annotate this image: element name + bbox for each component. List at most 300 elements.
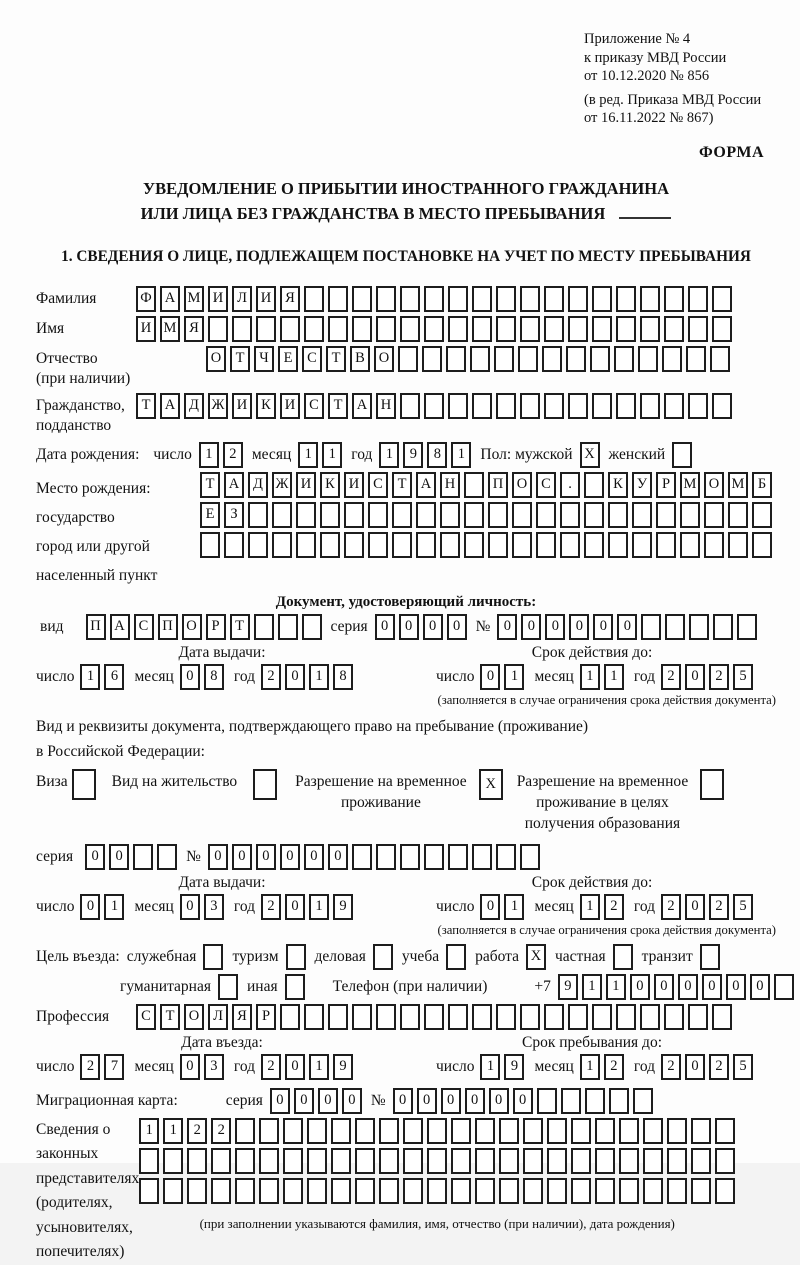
given-name-cell[interactable] bbox=[712, 316, 732, 342]
legal-reps-cell[interactable] bbox=[331, 1118, 351, 1144]
doc-number-cell[interactable]: 0 bbox=[569, 614, 589, 640]
legal-reps-cell[interactable] bbox=[451, 1148, 471, 1174]
citizenship-cell[interactable]: Д bbox=[184, 393, 204, 419]
doc-number-cell[interactable]: 0 bbox=[617, 614, 637, 640]
expiry-day-cell[interactable]: 0 bbox=[480, 894, 500, 920]
doc-number-cell[interactable]: 0 bbox=[593, 614, 613, 640]
issue-day-cell[interactable]: 0 bbox=[80, 894, 100, 920]
birth-place-cell[interactable] bbox=[656, 532, 676, 558]
expiry-year-cell[interactable]: 5 bbox=[733, 894, 753, 920]
profession-cell[interactable] bbox=[520, 1004, 540, 1030]
birth-place-cell[interactable] bbox=[728, 502, 748, 528]
citizenship-cell[interactable]: И bbox=[232, 393, 252, 419]
patronymic-cell[interactable] bbox=[590, 346, 610, 372]
legal-reps-cell[interactable] bbox=[619, 1148, 639, 1174]
migration-number-cell[interactable]: 0 bbox=[513, 1088, 533, 1114]
legal-reps-cell[interactable] bbox=[211, 1178, 231, 1204]
given-name-cell[interactable] bbox=[592, 316, 612, 342]
birth-place-cell[interactable] bbox=[248, 502, 268, 528]
birth-place-cell[interactable]: П bbox=[488, 472, 508, 498]
legal-reps-cell[interactable] bbox=[211, 1148, 231, 1174]
residence-series-cell[interactable]: 0 bbox=[85, 844, 105, 870]
given-name-cell[interactable] bbox=[520, 316, 540, 342]
legal-reps-cell[interactable] bbox=[259, 1118, 279, 1144]
legal-reps-cell[interactable] bbox=[403, 1178, 423, 1204]
citizenship-cell[interactable]: Н bbox=[376, 393, 396, 419]
doc-series-cell[interactable]: 0 bbox=[375, 614, 395, 640]
birth-place-cell[interactable] bbox=[632, 502, 652, 528]
patronymic-cell[interactable] bbox=[494, 346, 514, 372]
issue-day-cell[interactable]: 1 bbox=[104, 894, 124, 920]
residence-series-cell[interactable] bbox=[157, 844, 177, 870]
purpose-box[interactable] bbox=[218, 974, 238, 1000]
profession-cell[interactable] bbox=[544, 1004, 564, 1030]
citizenship-cell[interactable] bbox=[496, 393, 516, 419]
purpose-box[interactable] bbox=[286, 944, 306, 970]
doc-series-cell[interactable]: 0 bbox=[447, 614, 467, 640]
citizenship-cell[interactable] bbox=[448, 393, 468, 419]
birth-place-cell[interactable]: Д bbox=[248, 472, 268, 498]
citizenship-cell[interactable]: А bbox=[352, 393, 372, 419]
citizenship-cell[interactable] bbox=[472, 393, 492, 419]
birth-place-cell[interactable] bbox=[296, 502, 316, 528]
legal-reps-cell[interactable] bbox=[667, 1178, 687, 1204]
surname-cell[interactable]: Я bbox=[280, 286, 300, 312]
birth-place-cell[interactable]: Н bbox=[440, 472, 460, 498]
surname-cell[interactable]: Л bbox=[232, 286, 252, 312]
patronymic-cell[interactable] bbox=[638, 346, 658, 372]
issue-month-cell[interactable]: 0 bbox=[180, 894, 200, 920]
phone-digit-cell[interactable]: 0 bbox=[630, 974, 650, 1000]
legal-reps-cell[interactable] bbox=[619, 1118, 639, 1144]
legal-reps-cell[interactable] bbox=[715, 1178, 735, 1204]
legal-reps-cell[interactable] bbox=[619, 1178, 639, 1204]
surname-cell[interactable] bbox=[472, 286, 492, 312]
citizenship-cell[interactable]: Т bbox=[136, 393, 156, 419]
legal-reps-cell[interactable] bbox=[283, 1178, 303, 1204]
patronymic-cell[interactable] bbox=[542, 346, 562, 372]
issue-month-cell[interactable]: 8 bbox=[204, 664, 224, 690]
birth-place-cell[interactable] bbox=[392, 532, 412, 558]
given-name-cell[interactable] bbox=[232, 316, 252, 342]
surname-cell[interactable]: И bbox=[256, 286, 276, 312]
patronymic-cell[interactable] bbox=[686, 346, 706, 372]
profession-cell[interactable] bbox=[640, 1004, 660, 1030]
doc-kind-cell[interactable]: П bbox=[158, 614, 178, 640]
legal-reps-cell[interactable] bbox=[427, 1148, 447, 1174]
migration-number-cell[interactable] bbox=[537, 1088, 557, 1114]
patronymic-cell[interactable] bbox=[662, 346, 682, 372]
purpose-box[interactable] bbox=[700, 944, 720, 970]
legal-reps-cell[interactable] bbox=[403, 1148, 423, 1174]
surname-cell[interactable] bbox=[520, 286, 540, 312]
birth-place-cell[interactable] bbox=[272, 502, 292, 528]
legal-reps-cell[interactable] bbox=[163, 1178, 183, 1204]
birth-place-cell[interactable]: Ж bbox=[272, 472, 292, 498]
doc-kind-cell[interactable]: Р bbox=[206, 614, 226, 640]
stay-day-cell[interactable]: 9 bbox=[504, 1054, 524, 1080]
legal-reps-cell[interactable] bbox=[475, 1118, 495, 1144]
surname-cell[interactable] bbox=[688, 286, 708, 312]
expiry-month-cell[interactable]: 2 bbox=[604, 894, 624, 920]
expiry-month-cell[interactable]: 1 bbox=[580, 664, 600, 690]
legal-reps-cell[interactable] bbox=[523, 1148, 543, 1174]
given-name-cell[interactable] bbox=[616, 316, 636, 342]
birth-place-cell[interactable] bbox=[512, 502, 532, 528]
issue-year-cell[interactable]: 0 bbox=[285, 664, 305, 690]
citizenship-cell[interactable] bbox=[640, 393, 660, 419]
expiry-year-cell[interactable]: 2 bbox=[661, 894, 681, 920]
legal-reps-cell[interactable] bbox=[499, 1148, 519, 1174]
given-name-cell[interactable] bbox=[376, 316, 396, 342]
birth-place-cell[interactable]: А bbox=[224, 472, 244, 498]
stay-year-cell[interactable]: 2 bbox=[661, 1054, 681, 1080]
profession-cell[interactable] bbox=[352, 1004, 372, 1030]
given-name-cell[interactable]: И bbox=[136, 316, 156, 342]
legal-reps-cell[interactable] bbox=[379, 1148, 399, 1174]
issue-year-cell[interactable]: 2 bbox=[261, 894, 281, 920]
legal-reps-cell[interactable] bbox=[307, 1178, 327, 1204]
birth-place-cell[interactable] bbox=[224, 532, 244, 558]
legal-reps-cell[interactable] bbox=[355, 1178, 375, 1204]
given-name-cell[interactable] bbox=[688, 316, 708, 342]
phone-digit-cell[interactable]: 9 bbox=[558, 974, 578, 1000]
phone-digit-cell[interactable]: 0 bbox=[750, 974, 770, 1000]
legal-reps-cell[interactable] bbox=[571, 1178, 591, 1204]
doc-kind-cell[interactable]: С bbox=[134, 614, 154, 640]
surname-cell[interactable] bbox=[712, 286, 732, 312]
birth-place-cell[interactable]: И bbox=[296, 472, 316, 498]
birth-place-cell[interactable] bbox=[464, 532, 484, 558]
profession-cell[interactable] bbox=[664, 1004, 684, 1030]
birth-place-cell[interactable] bbox=[344, 502, 364, 528]
citizenship-cell[interactable] bbox=[616, 393, 636, 419]
given-name-cell[interactable]: М bbox=[160, 316, 180, 342]
surname-cell[interactable]: И bbox=[208, 286, 228, 312]
phone-digit-cell[interactable]: 1 bbox=[606, 974, 626, 1000]
doc-number-cell[interactable] bbox=[689, 614, 709, 640]
residence-number-cell[interactable] bbox=[496, 844, 516, 870]
visa-box[interactable] bbox=[72, 769, 96, 800]
residence-number-cell[interactable] bbox=[424, 844, 444, 870]
citizenship-cell[interactable]: Ж bbox=[208, 393, 228, 419]
issue-month-cell[interactable]: 3 bbox=[204, 894, 224, 920]
legal-reps-cell[interactable] bbox=[595, 1178, 615, 1204]
birth-place-cell[interactable]: И bbox=[344, 472, 364, 498]
residence-number-cell[interactable] bbox=[400, 844, 420, 870]
residence-number-cell[interactable]: 0 bbox=[304, 844, 324, 870]
birth-place-cell[interactable]: Р bbox=[656, 472, 676, 498]
birth-place-cell[interactable] bbox=[608, 502, 628, 528]
legal-reps-cell[interactable] bbox=[571, 1148, 591, 1174]
legal-reps-cell[interactable] bbox=[571, 1118, 591, 1144]
legal-reps-cell[interactable] bbox=[427, 1118, 447, 1144]
legal-reps-cell[interactable] bbox=[139, 1178, 159, 1204]
migration-series-cell[interactable]: 0 bbox=[294, 1088, 314, 1114]
birth-place-cell[interactable] bbox=[344, 532, 364, 558]
legal-reps-cell[interactable] bbox=[187, 1148, 207, 1174]
temp-permit-box[interactable]: X bbox=[479, 769, 503, 800]
birth-place-cell[interactable]: М bbox=[680, 472, 700, 498]
surname-cell[interactable]: М bbox=[184, 286, 204, 312]
profession-cell[interactable] bbox=[496, 1004, 516, 1030]
legal-reps-cell[interactable] bbox=[187, 1178, 207, 1204]
birth-place-cell[interactable] bbox=[440, 532, 460, 558]
birth-place-cell[interactable]: О bbox=[512, 472, 532, 498]
birth-place-cell[interactable] bbox=[368, 502, 388, 528]
patronymic-cell[interactable]: О bbox=[206, 346, 226, 372]
issue-year-cell[interactable]: 8 bbox=[333, 664, 353, 690]
given-name-cell[interactable] bbox=[640, 316, 660, 342]
birth-place-cell[interactable] bbox=[200, 532, 220, 558]
birth-year-cell[interactable]: 1 bbox=[451, 442, 471, 468]
citizenship-cell[interactable] bbox=[592, 393, 612, 419]
legal-reps-cell[interactable] bbox=[523, 1118, 543, 1144]
stay-month-cell[interactable]: 2 bbox=[604, 1054, 624, 1080]
issue-month-cell[interactable]: 0 bbox=[180, 664, 200, 690]
purpose-box[interactable] bbox=[203, 944, 223, 970]
legal-reps-cell[interactable]: 1 bbox=[139, 1118, 159, 1144]
legal-reps-cell[interactable] bbox=[547, 1178, 567, 1204]
legal-reps-cell[interactable] bbox=[283, 1118, 303, 1144]
birth-place-cell[interactable] bbox=[752, 502, 772, 528]
birth-place-cell[interactable]: О bbox=[704, 472, 724, 498]
birth-place-cell[interactable] bbox=[584, 532, 604, 558]
patronymic-cell[interactable] bbox=[518, 346, 538, 372]
surname-cell[interactable] bbox=[568, 286, 588, 312]
legal-reps-cell[interactable] bbox=[475, 1148, 495, 1174]
entry-year-cell[interactable]: 9 bbox=[333, 1054, 353, 1080]
given-name-cell[interactable] bbox=[568, 316, 588, 342]
doc-kind-cell[interactable] bbox=[302, 614, 322, 640]
birth-month-cell[interactable]: 1 bbox=[322, 442, 342, 468]
surname-cell[interactable]: Ф bbox=[136, 286, 156, 312]
birth-place-cell[interactable] bbox=[248, 532, 268, 558]
given-name-cell[interactable] bbox=[400, 316, 420, 342]
birth-place-cell[interactable] bbox=[704, 532, 724, 558]
given-name-cell[interactable] bbox=[472, 316, 492, 342]
birth-place-cell[interactable] bbox=[296, 532, 316, 558]
surname-cell[interactable] bbox=[496, 286, 516, 312]
surname-cell[interactable] bbox=[616, 286, 636, 312]
birth-place-cell[interactable] bbox=[656, 502, 676, 528]
birth-place-cell[interactable]: У bbox=[632, 472, 652, 498]
birth-place-cell[interactable] bbox=[584, 472, 604, 498]
purpose-box[interactable] bbox=[613, 944, 633, 970]
expiry-month-cell[interactable]: 1 bbox=[580, 894, 600, 920]
patronymic-cell[interactable] bbox=[710, 346, 730, 372]
birth-place-cell[interactable] bbox=[560, 502, 580, 528]
legal-reps-cell[interactable] bbox=[451, 1118, 471, 1144]
patronymic-cell[interactable] bbox=[566, 346, 586, 372]
legal-reps-cell[interactable] bbox=[283, 1148, 303, 1174]
patronymic-cell[interactable]: Т bbox=[326, 346, 346, 372]
birth-place-cell[interactable] bbox=[512, 532, 532, 558]
profession-cell[interactable] bbox=[424, 1004, 444, 1030]
expiry-year-cell[interactable]: 0 bbox=[685, 664, 705, 690]
birth-place-cell[interactable]: М bbox=[728, 472, 748, 498]
birth-place-cell[interactable] bbox=[680, 532, 700, 558]
legal-reps-cell[interactable] bbox=[355, 1118, 375, 1144]
legal-reps-cell[interactable] bbox=[643, 1178, 663, 1204]
citizenship-cell[interactable]: И bbox=[280, 393, 300, 419]
birth-place-cell[interactable]: Т bbox=[200, 472, 220, 498]
patronymic-cell[interactable]: О bbox=[374, 346, 394, 372]
phone-digit-cell[interactable]: 0 bbox=[654, 974, 674, 1000]
issue-year-cell[interactable]: 0 bbox=[285, 894, 305, 920]
residence-number-cell[interactable] bbox=[376, 844, 396, 870]
phone-digit-cell[interactable]: 0 bbox=[702, 974, 722, 1000]
stay-year-cell[interactable]: 5 bbox=[733, 1054, 753, 1080]
given-name-cell[interactable] bbox=[448, 316, 468, 342]
legal-reps-cell[interactable] bbox=[691, 1178, 711, 1204]
given-name-cell[interactable] bbox=[256, 316, 276, 342]
migration-number-cell[interactable] bbox=[585, 1088, 605, 1114]
residence-series-cell[interactable] bbox=[133, 844, 153, 870]
migration-number-cell[interactable]: 0 bbox=[417, 1088, 437, 1114]
birth-year-cell[interactable]: 1 bbox=[379, 442, 399, 468]
given-name-cell[interactable] bbox=[280, 316, 300, 342]
expiry-day-cell[interactable]: 1 bbox=[504, 664, 524, 690]
legal-reps-cell[interactable] bbox=[643, 1118, 663, 1144]
birth-place-cell[interactable] bbox=[488, 502, 508, 528]
entry-year-cell[interactable]: 2 bbox=[261, 1054, 281, 1080]
residence-permit-box[interactable] bbox=[253, 769, 277, 800]
citizenship-cell[interactable] bbox=[520, 393, 540, 419]
legal-reps-cell[interactable] bbox=[139, 1148, 159, 1174]
birth-place-cell[interactable]: С bbox=[368, 472, 388, 498]
legal-reps-cell[interactable] bbox=[403, 1118, 423, 1144]
profession-cell[interactable]: Т bbox=[160, 1004, 180, 1030]
doc-kind-cell[interactable]: А bbox=[110, 614, 130, 640]
legal-reps-cell[interactable] bbox=[379, 1178, 399, 1204]
migration-series-cell[interactable]: 0 bbox=[318, 1088, 338, 1114]
birth-place-cell[interactable] bbox=[464, 472, 484, 498]
legal-reps-cell[interactable] bbox=[547, 1118, 567, 1144]
purpose-box[interactable] bbox=[285, 974, 305, 1000]
doc-kind-cell[interactable]: Т bbox=[230, 614, 250, 640]
birth-place-cell[interactable] bbox=[632, 532, 652, 558]
legal-reps-cell[interactable] bbox=[667, 1118, 687, 1144]
birth-place-cell[interactable]: Б bbox=[752, 472, 772, 498]
profession-cell[interactable] bbox=[592, 1004, 612, 1030]
citizenship-cell[interactable] bbox=[544, 393, 564, 419]
residence-number-cell[interactable]: 0 bbox=[208, 844, 228, 870]
surname-cell[interactable] bbox=[328, 286, 348, 312]
profession-cell[interactable]: Я bbox=[232, 1004, 252, 1030]
profession-cell[interactable]: Л bbox=[208, 1004, 228, 1030]
birth-place-cell[interactable]: . bbox=[560, 472, 580, 498]
legal-reps-cell[interactable] bbox=[355, 1148, 375, 1174]
phone-digit-cell[interactable]: 0 bbox=[678, 974, 698, 1000]
surname-cell[interactable] bbox=[640, 286, 660, 312]
given-name-cell[interactable] bbox=[328, 316, 348, 342]
residence-number-cell[interactable]: 0 bbox=[232, 844, 252, 870]
birth-place-cell[interactable]: К bbox=[320, 472, 340, 498]
phone-digit-cell[interactable]: 1 bbox=[582, 974, 602, 1000]
expiry-year-cell[interactable]: 5 bbox=[733, 664, 753, 690]
entry-day-cell[interactable]: 2 bbox=[80, 1054, 100, 1080]
profession-cell[interactable]: С bbox=[136, 1004, 156, 1030]
given-name-cell[interactable] bbox=[352, 316, 372, 342]
surname-cell[interactable]: А bbox=[160, 286, 180, 312]
birth-place-cell[interactable]: А bbox=[416, 472, 436, 498]
legal-reps-cell[interactable] bbox=[427, 1178, 447, 1204]
issue-day-cell[interactable]: 6 bbox=[104, 664, 124, 690]
migration-series-cell[interactable]: 0 bbox=[270, 1088, 290, 1114]
purpose-box[interactable] bbox=[446, 944, 466, 970]
phone-digit-cell[interactable]: 0 bbox=[726, 974, 746, 1000]
citizenship-cell[interactable] bbox=[712, 393, 732, 419]
doc-kind-cell[interactable]: П bbox=[86, 614, 106, 640]
residence-series-cell[interactable]: 0 bbox=[109, 844, 129, 870]
birth-place-cell[interactable]: Т bbox=[392, 472, 412, 498]
purpose-box[interactable] bbox=[373, 944, 393, 970]
birth-place-cell[interactable] bbox=[320, 532, 340, 558]
stay-day-cell[interactable]: 1 bbox=[480, 1054, 500, 1080]
entry-month-cell[interactable]: 0 bbox=[180, 1054, 200, 1080]
legal-reps-cell[interactable] bbox=[307, 1118, 327, 1144]
residence-number-cell[interactable] bbox=[352, 844, 372, 870]
surname-cell[interactable] bbox=[664, 286, 684, 312]
birth-place-cell[interactable] bbox=[560, 532, 580, 558]
issue-year-cell[interactable]: 2 bbox=[261, 664, 281, 690]
migration-number-cell[interactable]: 0 bbox=[441, 1088, 461, 1114]
residence-number-cell[interactable] bbox=[472, 844, 492, 870]
given-name-cell[interactable] bbox=[496, 316, 516, 342]
legal-reps-cell[interactable]: 1 bbox=[163, 1118, 183, 1144]
doc-kind-cell[interactable]: О bbox=[182, 614, 202, 640]
patronymic-cell[interactable]: Т bbox=[230, 346, 250, 372]
birth-place-cell[interactable] bbox=[320, 502, 340, 528]
patronymic-cell[interactable] bbox=[398, 346, 418, 372]
given-name-cell[interactable] bbox=[208, 316, 228, 342]
profession-cell[interactable] bbox=[280, 1004, 300, 1030]
profession-cell[interactable] bbox=[328, 1004, 348, 1030]
given-name-cell[interactable] bbox=[664, 316, 684, 342]
doc-number-cell[interactable] bbox=[641, 614, 661, 640]
doc-kind-cell[interactable] bbox=[278, 614, 298, 640]
birth-place-cell[interactable] bbox=[536, 502, 556, 528]
birth-place-cell[interactable] bbox=[728, 532, 748, 558]
expiry-year-cell[interactable]: 0 bbox=[685, 894, 705, 920]
birth-place-cell[interactable] bbox=[752, 532, 772, 558]
legal-reps-cell[interactable] bbox=[667, 1148, 687, 1174]
legal-reps-cell[interactable] bbox=[475, 1178, 495, 1204]
issue-year-cell[interactable]: 1 bbox=[309, 664, 329, 690]
doc-number-cell[interactable]: 0 bbox=[545, 614, 565, 640]
doc-series-cell[interactable]: 0 bbox=[399, 614, 419, 640]
patronymic-cell[interactable]: Е bbox=[278, 346, 298, 372]
citizenship-cell[interactable]: С bbox=[304, 393, 324, 419]
birth-place-cell[interactable]: С bbox=[536, 472, 556, 498]
stay-year-cell[interactable]: 0 bbox=[685, 1054, 705, 1080]
birth-place-cell[interactable]: Е bbox=[200, 502, 220, 528]
legal-reps-cell[interactable] bbox=[307, 1148, 327, 1174]
entry-day-cell[interactable]: 7 bbox=[104, 1054, 124, 1080]
residence-number-cell[interactable]: 0 bbox=[280, 844, 300, 870]
migration-number-cell[interactable] bbox=[609, 1088, 629, 1114]
legal-reps-cell[interactable] bbox=[499, 1178, 519, 1204]
birth-place-cell[interactable] bbox=[680, 502, 700, 528]
phone-digit-cell[interactable] bbox=[774, 974, 794, 1000]
expiry-day-cell[interactable]: 1 bbox=[504, 894, 524, 920]
legal-reps-cell[interactable] bbox=[715, 1118, 735, 1144]
profession-cell[interactable] bbox=[304, 1004, 324, 1030]
legal-reps-cell[interactable] bbox=[643, 1148, 663, 1174]
migration-number-cell[interactable]: 0 bbox=[489, 1088, 509, 1114]
issue-year-cell[interactable]: 1 bbox=[309, 894, 329, 920]
